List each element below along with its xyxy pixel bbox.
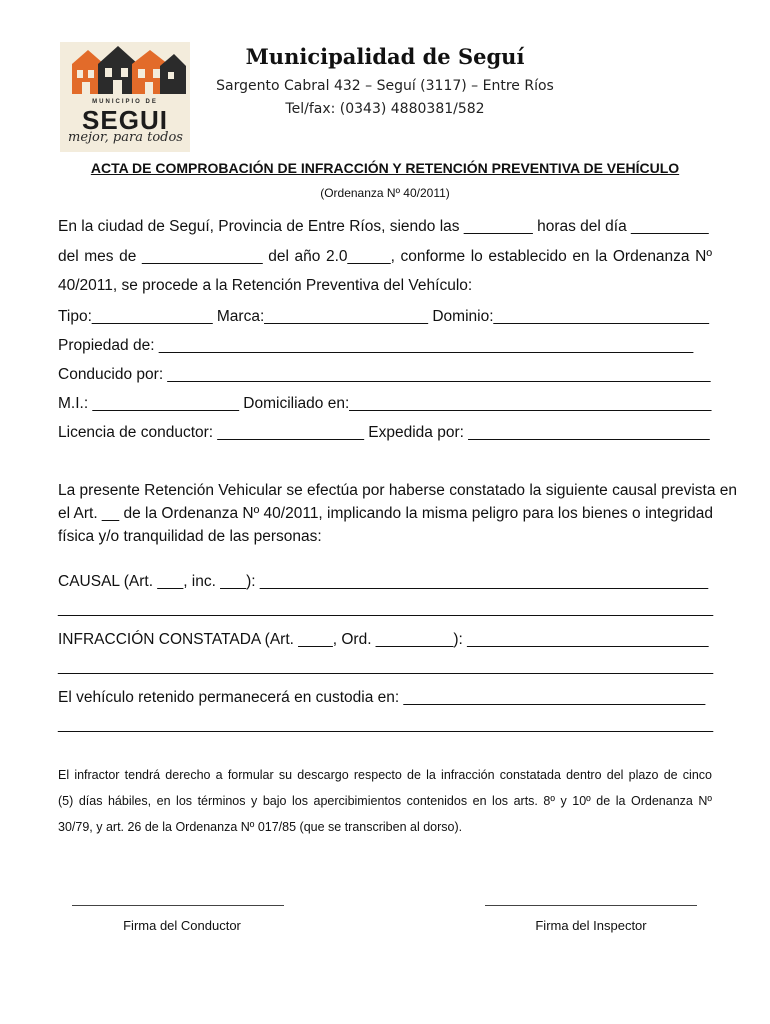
driver-signature-line bbox=[72, 905, 284, 906]
note-line-2: (5) días hábiles, en los términos y bajo los apercibimientos contenidos en los arts. 8º y 10º de la Ordenanza Nº bbox=[58, 794, 712, 808]
municipality-address: Sargento Cabral 432 – Seguí (3117) – Entre Ríos bbox=[216, 78, 554, 94]
form-field-conducido: Conducido por: _______________________________________________________________ bbox=[58, 366, 711, 383]
houses-icon bbox=[60, 42, 190, 102]
paragraph-line-2: el Art. __ de la Ordenanza Nº 40/2011, implicando la misma peligro para los bienes o integridad bbox=[58, 505, 714, 522]
form-line-ordinance: 40/2011, se procede a la Retención Preventiva del Vehículo: bbox=[58, 277, 473, 294]
municipality-phone: Tel/fax: (0343) 4880381/582 bbox=[285, 101, 485, 117]
document-subtitle: (Ordenanza Nº 40/2011) bbox=[320, 186, 450, 200]
paragraph-line-1: La presente Retención Vehicular se efectúa por haberse constatado la siguiente causal prevista en bbox=[58, 482, 737, 499]
form-blank-line-2: ____________________________________________________________________________ bbox=[58, 658, 714, 675]
municipality-title: Municipalidad de Seguí bbox=[245, 44, 525, 69]
logo-name-text: SEGUI bbox=[82, 105, 168, 135]
form-line-city: En la ciudad de Seguí, Provincia de Entre Ríos, siendo las ________ horas del día _________ bbox=[58, 218, 709, 235]
inspector-signature-line bbox=[485, 905, 697, 906]
form-line-month-year: del mes de ______________ del año 2.0_____, conforme lo establecido en la Ordenanza Nº bbox=[58, 248, 712, 265]
note-line-1: El infractor tendrá derecho a formular su descargo respecto de la infracción constatada dentro del plazo de cinco bbox=[58, 768, 712, 782]
form-blank-line-3: ____________________________________________________________________________ bbox=[58, 716, 714, 733]
form-field-mi-domicilio: M.I.: _________________ Domiciliado en:__________________________________________ bbox=[58, 395, 712, 412]
paragraph-line-3: física y/o tranquilidad de las personas: bbox=[58, 528, 322, 545]
note-line-3: 30/79, y art. 26 de la Ordenanza Nº 017/85 (que se transcriben al dorso). bbox=[58, 820, 463, 834]
form-field-custodia: El vehículo retenido permanecerá en custodia en: ___________________________________ bbox=[58, 689, 706, 706]
municipality-logo bbox=[60, 42, 190, 152]
driver-signature-label: Firma del Conductor bbox=[123, 918, 241, 933]
inspector-signature-label: Firma del Inspector bbox=[535, 918, 647, 933]
logo-municipio-text: MUNICIPIO DE bbox=[92, 99, 158, 105]
form-field-tipo-marca-dominio: Tipo:______________ Marca:___________________ Dominio:_________________________ bbox=[58, 308, 710, 325]
logo-tagline: mejor, para todos bbox=[68, 130, 183, 145]
form-field-licencia: Licencia de conductor: _________________ Expedida por: ____________________________ bbox=[58, 424, 710, 441]
form-field-propiedad: Propiedad de: ______________________________________________________________ bbox=[58, 337, 694, 354]
form-field-causal: CAUSAL (Art. ___, inc. ___): ____________________________________________________ bbox=[58, 573, 709, 590]
document-title: ACTA DE COMPROBACIÓN DE INFRACCIÓN Y RETENCIÓN PREVENTIVA DE VEHÍCULO bbox=[90, 160, 680, 176]
form-blank-line-1: ____________________________________________________________________________ bbox=[58, 600, 714, 617]
form-field-infraccion: INFRACCIÓN CONSTATADA (Art. ____, Ord. _________): ____________________________ bbox=[58, 631, 709, 648]
